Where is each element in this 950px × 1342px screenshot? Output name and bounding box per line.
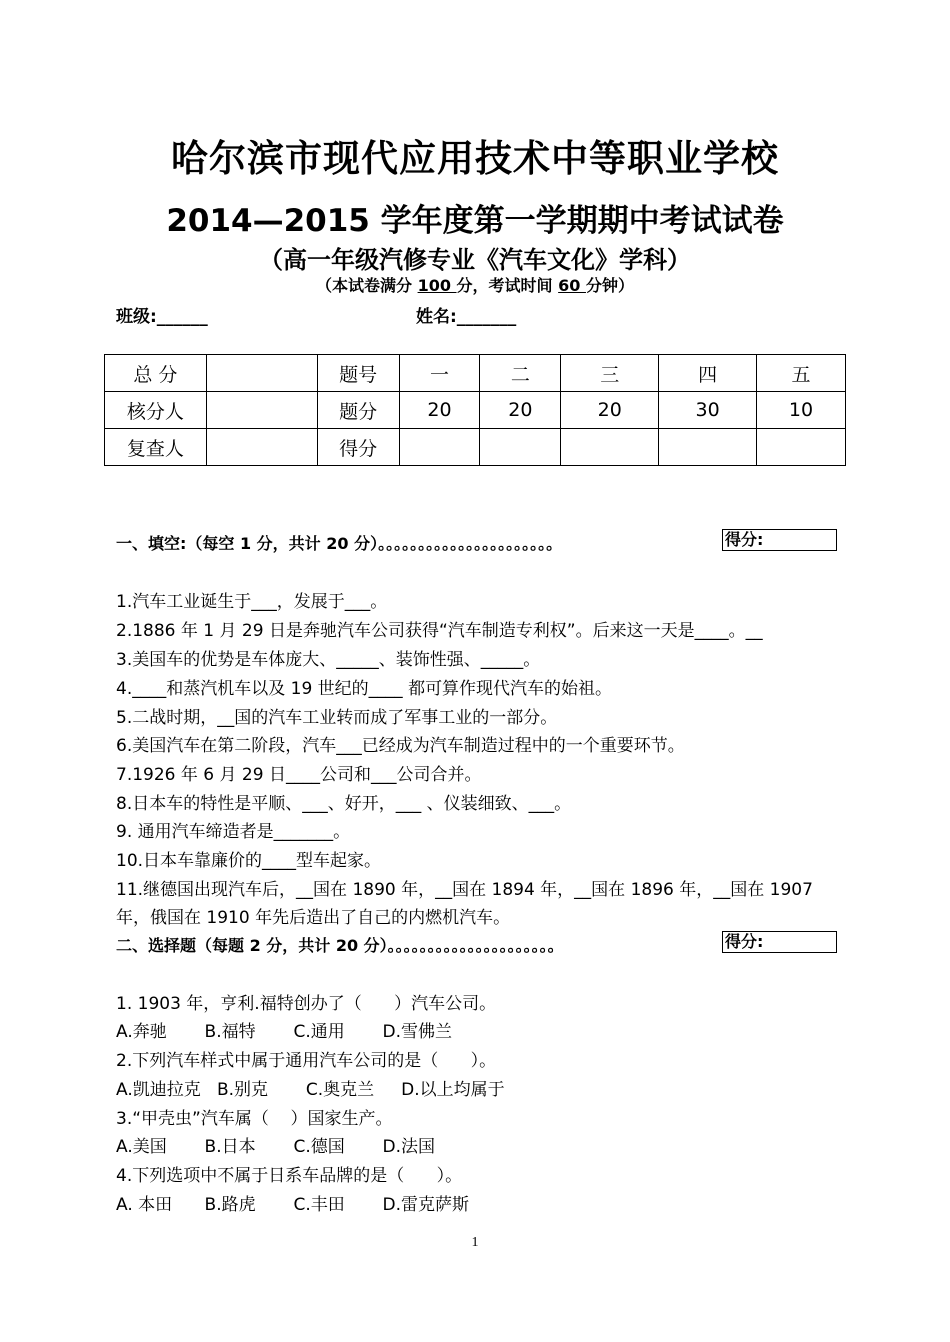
options-line: A.美国 B.日本 C.德国 D.法国 — [116, 1137, 436, 1157]
table-cell: 题号 — [317, 355, 399, 392]
page-number: 1 — [471, 1235, 479, 1250]
subject-title: （高一年级汽修专业《汽车文化》学科） — [259, 246, 691, 274]
table-cell[interactable] — [757, 429, 846, 466]
table-cell[interactable] — [206, 392, 317, 429]
table-cell: 题分 — [317, 392, 399, 429]
table-cell[interactable] — [659, 429, 757, 466]
section1-score-box[interactable]: 得分: — [722, 529, 837, 551]
table-cell[interactable] — [206, 355, 317, 392]
question-line: 10.日本车靠廉价的____型车起家。 — [116, 851, 382, 871]
question-line: 2.下列汽车样式中属于通用汽车公司的是（ ）。 — [116, 1051, 497, 1071]
table-cell: 20 — [561, 392, 659, 429]
question-line: 8.日本车的特性是平顺、___、好开，___ 、仪装细致、___。 — [116, 794, 572, 814]
table-cell: 一 — [399, 355, 480, 392]
table-row — [105, 392, 846, 429]
table-cell[interactable] — [561, 429, 659, 466]
options-line: A.凯迪拉克 B.别克 C.奥克兰 D.以上均属于 — [116, 1080, 505, 1100]
table-cell: 五 — [757, 355, 846, 392]
question-line: 4.下列选项中不属于日系车品牌的是（ ）。 — [116, 1166, 463, 1186]
table-cell: 得分 — [317, 429, 399, 466]
options-line: A.奔驰 B.福特 C.通用 D.雪佛兰 — [116, 1022, 453, 1042]
name-field[interactable]: 姓名:_______ — [416, 307, 517, 327]
question-line: 3.“甲壳虫”汽车属（ ）国家生产。 — [116, 1109, 393, 1129]
options-line: A. 本田 B.路虎 C.丰田 D.雷克萨斯 — [116, 1195, 470, 1215]
full-score: 100 — [417, 276, 457, 295]
section2-title: 二、选择题（每题 2 分，共计 20 分）。。。。。。。。。。。。。。。。。。。。。 — [116, 936, 564, 955]
question-line: 2.1886 年 1 月 29 日是奔驰汽车公司获得“汽车制造专利权”。后来这一天是____。__ — [116, 621, 763, 641]
question-line: 11.继德国出现汽车后，__国在 1890 年，__国在 1894 年，__国在 1896 年，__国在 1907 — [116, 880, 813, 900]
table-cell[interactable] — [399, 429, 480, 466]
question-line: 4.____和蒸汽机车以及 19 世纪的____ 都可算作现代汽车的始祖。 — [116, 679, 613, 699]
table-cell: 20 — [480, 392, 561, 429]
exam-time: 60 — [558, 276, 586, 295]
table-cell: 核分人 — [105, 392, 207, 429]
table-cell: 30 — [659, 392, 757, 429]
question-line: 年，俄国在 1910 年先后造出了自己的内燃机汽车。 — [116, 908, 511, 928]
question-line: 7.1926 年 6 月 29 日____公司和___公司合并。 — [116, 765, 482, 785]
table-cell: 二 — [480, 355, 561, 392]
table-cell: 20 — [399, 392, 480, 429]
table-cell: 四 — [659, 355, 757, 392]
table-cell: 复查人 — [105, 429, 207, 466]
table-cell: 三 — [561, 355, 659, 392]
school-title: 哈尔滨市现代应用技术中等职业学校 — [171, 137, 779, 180]
table-cell[interactable] — [480, 429, 561, 466]
exam-title: 2014—2015 学年度第一学期期中考试试卷 — [166, 203, 784, 239]
table-row — [105, 355, 846, 392]
section1-title: 一、填空:（每空 1 分，共计 20 分）。。。。。。。。。。。。。。。。。。。。。。 — [116, 534, 563, 553]
question-line: 6.美国汽车在第二阶段，汽车___已经成为汽车制造过程中的一个重要环节。 — [116, 736, 685, 756]
class-field[interactable]: 班级:______ — [116, 307, 208, 327]
table-row — [105, 429, 846, 466]
table-cell: 10 — [757, 392, 846, 429]
exam-note: （本试卷满分 100 分，考试时间 60 分钟） — [316, 276, 634, 295]
section2-score-box[interactable]: 得分: — [722, 931, 837, 953]
question-line: 3.美国车的优势是车体庞大、_____、装饰性强、_____。 — [116, 650, 541, 670]
table-cell[interactable] — [206, 429, 317, 466]
question-line: 9. 通用汽车缔造者是_______。 — [116, 822, 351, 842]
table-cell: 总 分 — [105, 355, 207, 392]
question-line: 1.汽车工业诞生于___，发展于___。 — [116, 592, 388, 612]
question-line: 1. 1903 年，亨利.福特创办了（ ）汽车公司。 — [116, 994, 497, 1014]
question-line: 5.二战时期，__国的汽车工业转而成了军事工业的一部分。 — [116, 708, 558, 728]
score-table — [104, 354, 846, 466]
